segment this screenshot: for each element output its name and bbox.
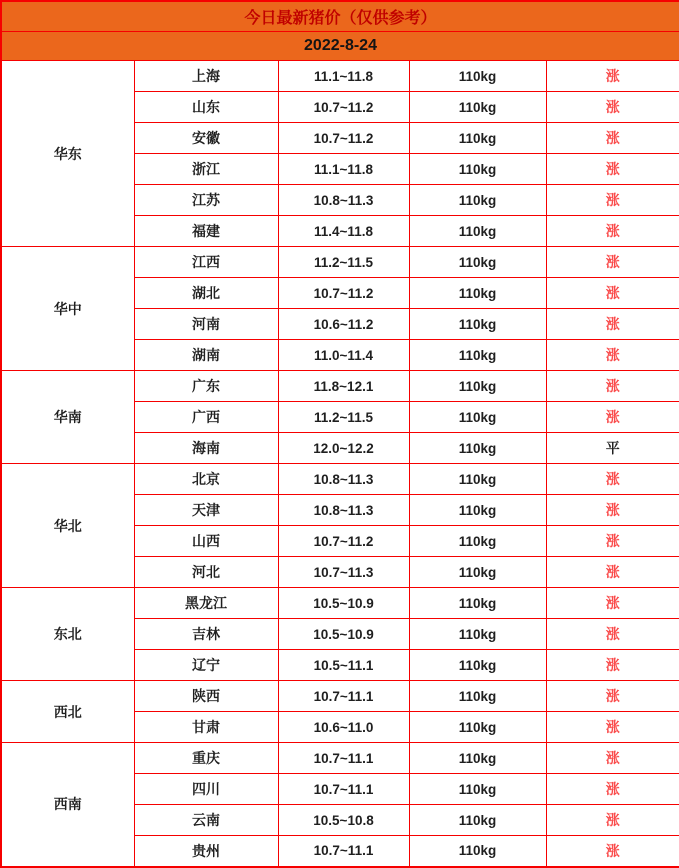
table-row xyxy=(1,247,679,278)
weight-cell: 110kg xyxy=(409,61,546,92)
date-row xyxy=(1,32,679,61)
weight-cell: 110kg xyxy=(409,588,546,619)
trend-cell: 平 xyxy=(546,433,679,464)
table-row xyxy=(1,371,679,402)
weight-cell: 110kg xyxy=(409,557,546,588)
weight-cell: 110kg xyxy=(409,402,546,433)
trend-cell: 涨 xyxy=(546,712,679,743)
price-cell: 10.7~11.2 xyxy=(278,92,409,123)
province-cell: 北京 xyxy=(134,464,278,495)
trend-cell: 涨 xyxy=(546,185,679,216)
price-cell: 10.7~11.3 xyxy=(278,557,409,588)
date-label: 2022-8-24 xyxy=(1,32,679,61)
province-cell: 江西 xyxy=(134,247,278,278)
trend-cell: 涨 xyxy=(546,557,679,588)
price-cell: 10.6~11.0 xyxy=(278,712,409,743)
page-title: 今日最新猪价（仅供参考） xyxy=(1,1,679,32)
trend-cell: 涨 xyxy=(546,309,679,340)
table-row xyxy=(1,743,679,774)
weight-cell: 110kg xyxy=(409,464,546,495)
price-cell: 10.7~11.2 xyxy=(278,526,409,557)
trend-cell: 涨 xyxy=(546,774,679,805)
weight-cell: 110kg xyxy=(409,836,546,867)
weight-cell: 110kg xyxy=(409,774,546,805)
price-cell: 10.5~10.9 xyxy=(278,619,409,650)
trend-cell: 涨 xyxy=(546,650,679,681)
weight-cell: 110kg xyxy=(409,681,546,712)
price-cell: 10.7~11.1 xyxy=(278,743,409,774)
price-cell: 10.7~11.1 xyxy=(278,774,409,805)
province-cell: 甘肃 xyxy=(134,712,278,743)
trend-cell: 涨 xyxy=(546,340,679,371)
title-row xyxy=(1,1,679,32)
province-cell: 湖南 xyxy=(134,340,278,371)
table-row xyxy=(1,61,679,92)
weight-cell: 110kg xyxy=(409,526,546,557)
price-cell: 11.4~11.8 xyxy=(278,216,409,247)
province-cell: 山西 xyxy=(134,526,278,557)
weight-cell: 110kg xyxy=(409,712,546,743)
trend-cell: 涨 xyxy=(546,247,679,278)
province-cell: 四川 xyxy=(134,774,278,805)
trend-cell: 涨 xyxy=(546,805,679,836)
province-cell: 吉林 xyxy=(134,619,278,650)
table-row xyxy=(1,681,679,712)
trend-cell: 涨 xyxy=(546,526,679,557)
province-cell: 陕西 xyxy=(134,681,278,712)
weight-cell: 110kg xyxy=(409,185,546,216)
province-cell: 河南 xyxy=(134,309,278,340)
price-cell: 10.8~11.3 xyxy=(278,495,409,526)
price-cell: 11.2~11.5 xyxy=(278,247,409,278)
price-cell: 11.1~11.8 xyxy=(278,154,409,185)
price-cell: 11.2~11.5 xyxy=(278,402,409,433)
price-cell: 10.7~11.1 xyxy=(278,836,409,867)
price-cell: 10.7~11.2 xyxy=(278,123,409,154)
weight-cell: 110kg xyxy=(409,805,546,836)
province-cell: 上海 xyxy=(134,61,278,92)
region-cell: 华北 xyxy=(1,464,134,588)
weight-cell: 110kg xyxy=(409,743,546,774)
trend-cell: 涨 xyxy=(546,495,679,526)
province-cell: 广东 xyxy=(134,371,278,402)
price-cell: 10.7~11.2 xyxy=(278,278,409,309)
price-cell: 10.6~11.2 xyxy=(278,309,409,340)
province-cell: 安徽 xyxy=(134,123,278,154)
weight-cell: 110kg xyxy=(409,216,546,247)
trend-cell: 涨 xyxy=(546,154,679,185)
region-cell: 华东 xyxy=(1,61,134,247)
province-cell: 江苏 xyxy=(134,185,278,216)
trend-cell: 涨 xyxy=(546,61,679,92)
province-cell: 浙江 xyxy=(134,154,278,185)
weight-cell: 110kg xyxy=(409,123,546,154)
weight-cell: 110kg xyxy=(409,154,546,185)
weight-cell: 110kg xyxy=(409,92,546,123)
price-cell: 10.8~11.3 xyxy=(278,464,409,495)
price-cell: 11.0~11.4 xyxy=(278,340,409,371)
price-cell: 12.0~12.2 xyxy=(278,433,409,464)
province-cell: 海南 xyxy=(134,433,278,464)
province-cell: 湖北 xyxy=(134,278,278,309)
weight-cell: 110kg xyxy=(409,433,546,464)
price-cell: 11.8~12.1 xyxy=(278,371,409,402)
region-cell: 西南 xyxy=(1,743,134,867)
weight-cell: 110kg xyxy=(409,619,546,650)
trend-cell: 涨 xyxy=(546,743,679,774)
province-cell: 黑龙江 xyxy=(134,588,278,619)
trend-cell: 涨 xyxy=(546,588,679,619)
region-cell: 华南 xyxy=(1,371,134,464)
region-cell: 西北 xyxy=(1,681,134,743)
weight-cell: 110kg xyxy=(409,309,546,340)
weight-cell: 110kg xyxy=(409,495,546,526)
trend-cell: 涨 xyxy=(546,371,679,402)
trend-cell: 涨 xyxy=(546,836,679,867)
trend-cell: 涨 xyxy=(546,216,679,247)
price-cell: 10.5~10.9 xyxy=(278,588,409,619)
price-cell: 10.8~11.3 xyxy=(278,185,409,216)
price-cell: 10.7~11.1 xyxy=(278,681,409,712)
price-cell: 10.5~11.1 xyxy=(278,650,409,681)
province-cell: 辽宁 xyxy=(134,650,278,681)
region-cell: 华中 xyxy=(1,247,134,371)
table-row xyxy=(1,464,679,495)
trend-cell: 涨 xyxy=(546,464,679,495)
region-cell: 东北 xyxy=(1,588,134,681)
province-cell: 山东 xyxy=(134,92,278,123)
province-cell: 河北 xyxy=(134,557,278,588)
province-cell: 天津 xyxy=(134,495,278,526)
trend-cell: 涨 xyxy=(546,278,679,309)
trend-cell: 涨 xyxy=(546,681,679,712)
weight-cell: 110kg xyxy=(409,650,546,681)
province-cell: 福建 xyxy=(134,216,278,247)
trend-cell: 涨 xyxy=(546,92,679,123)
weight-cell: 110kg xyxy=(409,371,546,402)
trend-cell: 涨 xyxy=(546,402,679,433)
weight-cell: 110kg xyxy=(409,278,546,309)
province-cell: 贵州 xyxy=(134,836,278,867)
price-cell: 10.5~10.8 xyxy=(278,805,409,836)
province-cell: 广西 xyxy=(134,402,278,433)
weight-cell: 110kg xyxy=(409,340,546,371)
trend-cell: 涨 xyxy=(546,123,679,154)
trend-cell: 涨 xyxy=(546,619,679,650)
province-cell: 重庆 xyxy=(134,743,278,774)
weight-cell: 110kg xyxy=(409,247,546,278)
price-cell: 11.1~11.8 xyxy=(278,61,409,92)
province-cell: 云南 xyxy=(134,805,278,836)
table-row xyxy=(1,588,679,619)
